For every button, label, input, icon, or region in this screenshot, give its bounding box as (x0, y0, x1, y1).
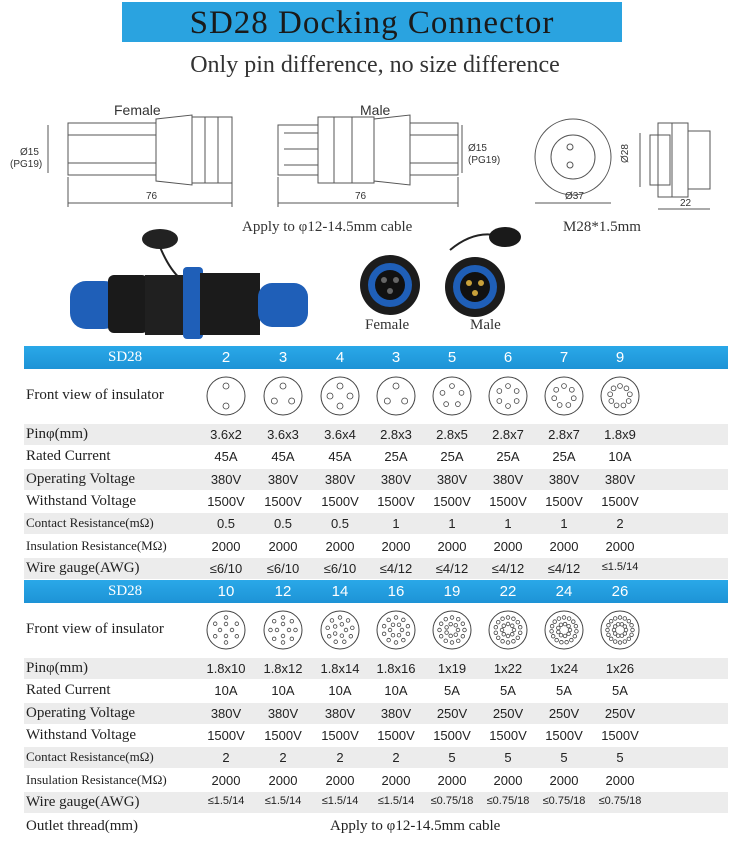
col-header-1: 2 (221, 349, 231, 366)
table-cell: 250V (436, 705, 468, 721)
svg-text:76: 76 (355, 191, 367, 202)
col-header-7: 7 (559, 349, 569, 366)
table-cell: 380V (380, 471, 412, 487)
outlet-row (24, 814, 728, 836)
table-row (24, 792, 728, 813)
table-cell: 380V (604, 471, 636, 487)
table-cell: 5A (556, 683, 572, 699)
table-cell: 45A (214, 449, 238, 465)
table-cell: 2000 (211, 772, 241, 788)
spec-table-1 (24, 346, 728, 580)
table-header (24, 346, 728, 369)
photo-male-label: Male (470, 317, 501, 333)
table-cell: ≤1.5/14 (321, 794, 359, 807)
table-cell: 2000 (437, 772, 467, 788)
table-cell: 3.6x4 (324, 427, 356, 442)
table-cell: 5 (616, 750, 624, 766)
table-cell: 2.8x3 (380, 427, 412, 442)
col-header-5: 19 (443, 583, 461, 600)
insulator-diagram-icon (374, 374, 418, 418)
table-cell: 10A (608, 449, 632, 465)
row-label: Outlet thread(mm) (26, 818, 139, 835)
table-cell: 45A (271, 449, 295, 465)
table-cell: ≤1.5/14 (377, 794, 415, 807)
svg-text:76: 76 (146, 191, 158, 202)
table-cell: ≤0.75/18 (486, 794, 530, 807)
table-cell: 2000 (549, 772, 579, 788)
table-cell: 250V (492, 705, 524, 721)
table-cell: 1500V (264, 727, 302, 743)
svg-text:Ø37: Ø37 (565, 191, 584, 202)
col-header-1: 10 (217, 583, 235, 600)
table-cell: 2 (616, 516, 624, 532)
insulator-diagram-icon (261, 608, 305, 652)
table-cell: 2000 (381, 772, 411, 788)
table-cell: 25A (384, 449, 408, 465)
page-title: SD28 Docking Connector (189, 5, 555, 41)
table-cell: 2 (222, 750, 230, 766)
table-cell: 2 (279, 750, 287, 766)
table-cell: 2000 (605, 538, 635, 554)
insulator-row (24, 370, 728, 422)
photo-female-label: Female (365, 317, 410, 333)
table-cell: 380V (436, 471, 468, 487)
table-cell: 1.8x12 (263, 661, 303, 676)
table-cell: 45A (328, 449, 352, 465)
table-cell: 1x19 (437, 661, 467, 676)
row-label: Rated Current (26, 448, 111, 465)
table-cell: ≤0.75/18 (598, 794, 642, 807)
model-label: SD28 (108, 349, 143, 365)
cable-note: Apply to φ12-14.5mm cable (242, 219, 413, 235)
col-header-6: 6 (503, 349, 513, 366)
table-cell: 380V (324, 471, 356, 487)
model-label: SD28 (108, 583, 143, 599)
table-row (24, 446, 728, 467)
table-cell: 2000 (268, 772, 298, 788)
table-cell: 1.8x14 (320, 661, 360, 676)
row-label: Contact Resistance(mΩ) (26, 749, 154, 765)
table-row (24, 536, 728, 557)
table-cell: 250V (548, 705, 580, 721)
table-row (24, 703, 728, 724)
table-cell: 5 (504, 750, 512, 766)
insulator-row (24, 604, 728, 656)
svg-text:(PG19): (PG19) (10, 159, 43, 170)
insulator-diagram-icon (204, 608, 248, 652)
svg-text:Ø15: Ø15 (468, 143, 487, 154)
table-cell: 1500V (545, 493, 583, 509)
col-header-2: 3 (278, 349, 288, 366)
table-cell: 0.5 (330, 516, 350, 532)
table-cell: ≤0.75/18 (542, 794, 586, 807)
row-label: Operating Voltage (26, 704, 136, 721)
table-cell: ≤4/12 (547, 560, 581, 576)
table-cell: ≤4/12 (379, 560, 413, 576)
row-label: Withstand Voltage (26, 726, 137, 743)
insulator-diagram-icon (542, 374, 586, 418)
table-cell: 2000 (325, 772, 355, 788)
col-header-4: 3 (391, 349, 401, 366)
row-label: Pinφ(mm) (26, 426, 88, 442)
row-label: Operating Voltage (26, 470, 136, 487)
page-subtitle: Only pin difference, no size difference (190, 52, 560, 78)
outlet-value: Apply to φ12-14.5mm cable (330, 818, 501, 835)
table-cell: 380V (324, 705, 356, 721)
table-cell: ≤4/12 (491, 560, 525, 576)
table-cell: 25A (552, 449, 576, 465)
table-cell: 1500V (489, 727, 527, 743)
side-view-drawing (640, 123, 710, 209)
table-cell: 2000 (493, 772, 523, 788)
row-label: Withstand Voltage (26, 492, 137, 509)
insulator-diagram-icon (486, 608, 530, 652)
table-cell: 2000 (549, 538, 579, 554)
table-row (24, 558, 728, 579)
table-cell: 1x26 (605, 661, 635, 676)
table-cell: ≤1.5/14 (207, 794, 245, 807)
table-cell: 1x24 (549, 661, 579, 676)
table-cell: 380V (267, 471, 299, 487)
table-cell: ≤6/10 (209, 560, 243, 576)
table-cell: ≤1.5/14 (601, 560, 639, 573)
spec-table-2 (24, 580, 728, 840)
table-row (24, 658, 728, 679)
table-cell: 1500V (377, 727, 415, 743)
table-row (24, 491, 728, 512)
table-cell: 380V (267, 705, 299, 721)
table-cell: 0.5 (216, 516, 236, 532)
insulator-diagram-icon (430, 608, 474, 652)
table-cell: 2000 (268, 538, 298, 554)
table-cell: ≤4/12 (435, 560, 469, 576)
table-cell: 1500V (377, 493, 415, 509)
row-label: Pinφ(mm) (26, 660, 88, 676)
table-cell: 10A (384, 683, 408, 699)
col-header-6: 22 (499, 583, 517, 600)
row-label: Insulation Resistance(MΩ) (26, 771, 167, 787)
insulator-diagram-icon (261, 374, 305, 418)
table-cell: ≤6/10 (323, 560, 357, 576)
table-cell: 1 (504, 516, 512, 532)
table-cell: 5A (500, 683, 516, 699)
table-cell: 2 (336, 750, 344, 766)
table-cell: ≤6/10 (266, 560, 300, 576)
table-cell: 5 (448, 750, 456, 766)
table-cell: 1500V (207, 727, 245, 743)
table-cell: 1500V (264, 493, 302, 509)
col-header-7: 24 (555, 583, 573, 600)
col-header-3: 4 (335, 349, 345, 366)
table-cell: 1500V (545, 727, 583, 743)
table-cell: 1.8x10 (206, 661, 246, 676)
row-label: Front view of insulator (26, 387, 164, 403)
row-label: Contact Resistance(mΩ) (26, 515, 154, 531)
connector-photo (60, 225, 530, 340)
table-cell: 5A (612, 683, 628, 699)
table-cell: 2000 (381, 538, 411, 554)
table-row (24, 725, 728, 746)
insulator-diagram-icon (486, 374, 530, 418)
table-cell: 2.8x7 (548, 427, 580, 442)
table-cell: 2.8x5 (436, 427, 468, 442)
table-row (24, 424, 728, 445)
svg-text:22: 22 (680, 198, 692, 209)
table-cell: ≤0.75/18 (430, 794, 474, 807)
col-header-2: 12 (274, 583, 292, 600)
table-cell: 380V (548, 471, 580, 487)
table-row (24, 770, 728, 791)
table-cell: 1500V (321, 727, 359, 743)
table-cell: 1.8x9 (604, 427, 636, 442)
table-cell: 3.6x2 (210, 427, 242, 442)
insulator-diagram-icon (318, 608, 362, 652)
svg-text:Ø15: Ø15 (20, 147, 39, 158)
table-cell: 1500V (321, 493, 359, 509)
table-cell: 2.8x7 (492, 427, 524, 442)
table-cell: 5 (560, 750, 568, 766)
table-cell: 380V (210, 471, 242, 487)
table-row (24, 513, 728, 534)
page-title-banner (122, 2, 622, 42)
table-cell: 10A (271, 683, 295, 699)
female-drawing (48, 115, 232, 207)
table-row (24, 747, 728, 768)
col-header-4: 16 (387, 583, 405, 600)
table-cell: 2 (392, 750, 400, 766)
insulator-diagram-icon (318, 374, 362, 418)
col-header-8: 26 (611, 583, 629, 600)
table-row (24, 680, 728, 701)
svg-text:(PG19): (PG19) (468, 155, 501, 166)
table-cell: ≤1.5/14 (264, 794, 302, 807)
table-cell: 5A (444, 683, 460, 699)
insulator-diagram-icon (204, 374, 248, 418)
svg-text:Female: Female (114, 102, 161, 118)
table-row (24, 469, 728, 490)
table-cell: 25A (496, 449, 520, 465)
table-cell: 2000 (605, 772, 635, 788)
col-header-8: 9 (615, 349, 625, 366)
table-cell: 1 (448, 516, 456, 532)
table-cell: 2000 (493, 538, 523, 554)
insulator-diagram-icon (430, 374, 474, 418)
svg-text:Male: Male (360, 102, 391, 118)
table-cell: 2000 (211, 538, 241, 554)
table-cell: 1 (560, 516, 568, 532)
row-label: Wire gauge(AWG) (26, 559, 140, 576)
col-header-5: 5 (447, 349, 457, 366)
table-cell: 1500V (601, 493, 639, 509)
col-header-3: 14 (331, 583, 349, 600)
table-cell: 250V (604, 705, 636, 721)
row-label: Wire gauge(AWG) (26, 793, 140, 810)
row-label: Insulation Resistance(MΩ) (26, 537, 167, 553)
table-cell: 10A (328, 683, 352, 699)
svg-text:Ø28: Ø28 (620, 144, 631, 163)
table-cell: 25A (440, 449, 464, 465)
table-cell: 380V (492, 471, 524, 487)
table-cell: 1500V (489, 493, 527, 509)
male-drawing (278, 115, 462, 207)
table-cell: 2000 (437, 538, 467, 554)
insulator-diagram-icon (598, 374, 642, 418)
table-header (24, 580, 728, 603)
table-cell: 10A (214, 683, 238, 699)
table-cell: 1500V (433, 493, 471, 509)
insulator-diagram-icon (598, 608, 642, 652)
table-cell: 380V (210, 705, 242, 721)
table-cell: 3.6x3 (267, 427, 299, 442)
table-cell: 1.8x16 (376, 661, 416, 676)
table-cell: 1500V (207, 493, 245, 509)
table-cell: 0.5 (273, 516, 293, 532)
row-label: Front view of insulator (26, 621, 164, 637)
table-cell: 1500V (433, 727, 471, 743)
table-cell: 1500V (601, 727, 639, 743)
table-cell: 1x22 (493, 661, 523, 676)
table-cell: 1 (392, 516, 400, 532)
row-label: Rated Current (26, 682, 111, 699)
table-cell: 380V (380, 705, 412, 721)
insulator-diagram-icon (374, 608, 418, 652)
insulator-diagram-icon (542, 608, 586, 652)
table-cell: 2000 (325, 538, 355, 554)
thread-note: M28*1.5mm (563, 219, 641, 235)
